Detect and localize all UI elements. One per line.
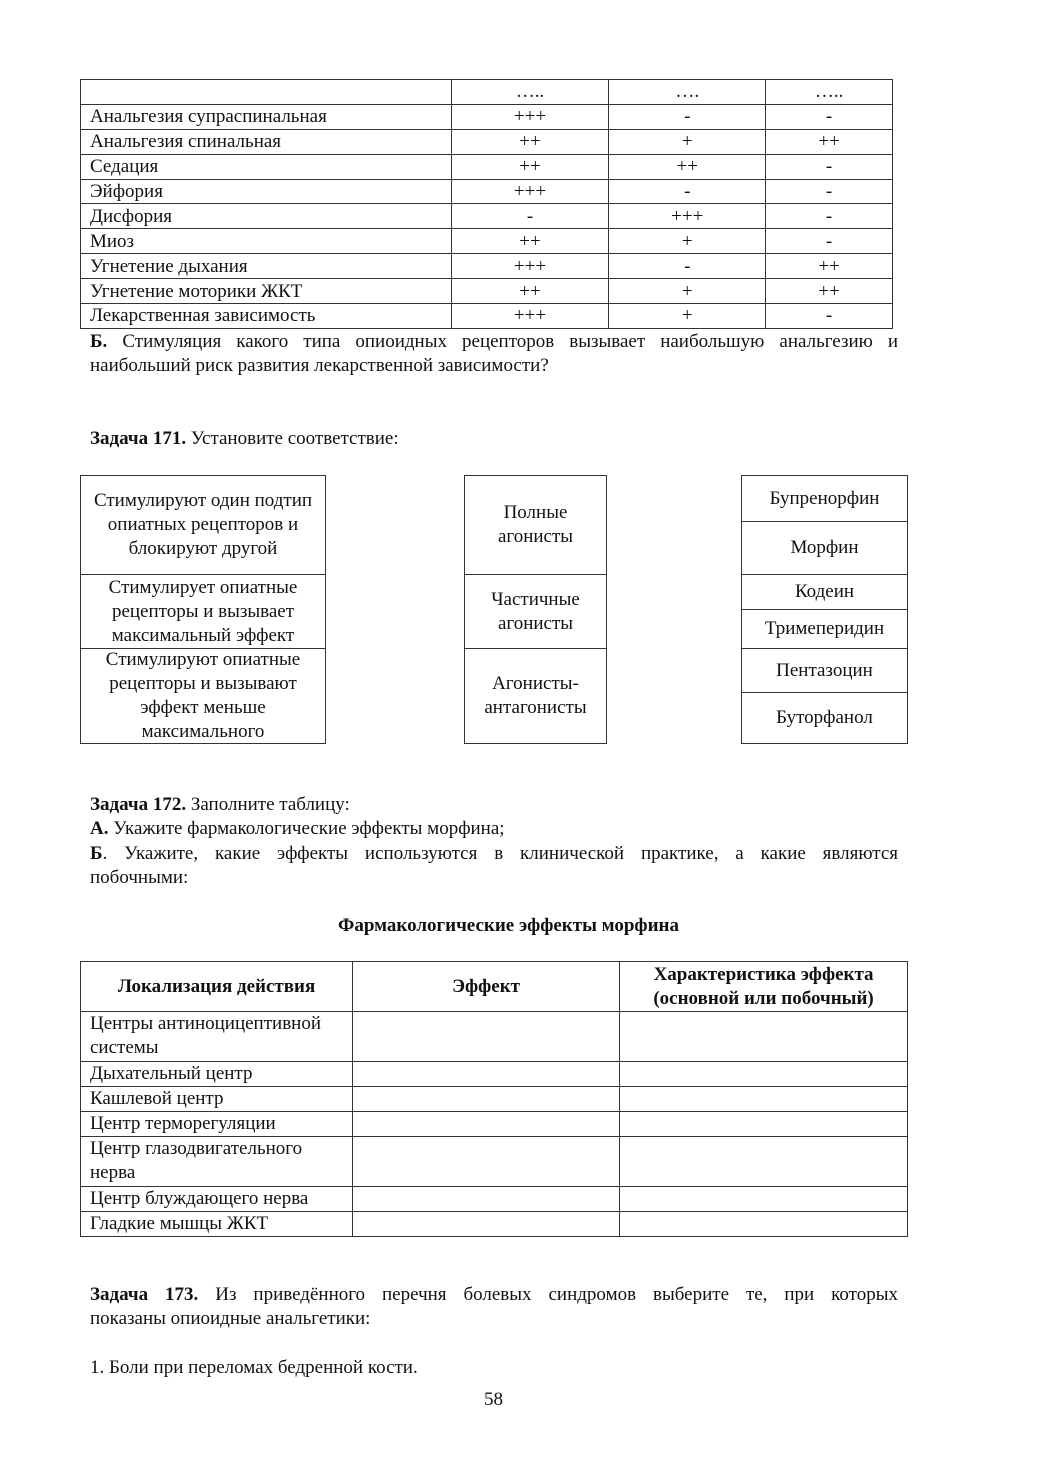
characteristic-cell: [620, 1062, 908, 1087]
morphine-effects-table: [80, 961, 908, 1237]
table-row: [81, 254, 893, 279]
receptor-value: ++: [451, 129, 609, 154]
table-header-cell: Характеристика эффекта (основной или побочный): [620, 962, 908, 1012]
location-cell: Гладкие мышцы ЖКТ: [81, 1212, 353, 1237]
table-header-cell: …..: [766, 80, 893, 105]
category-item: Частичные агонисты: [465, 574, 606, 648]
effect-cell: [353, 1087, 620, 1112]
location-cell: Центр блуждающего нерва: [81, 1187, 353, 1212]
task-text: Установите соответствие:: [190, 428, 399, 449]
table-row: [81, 1062, 908, 1087]
category-item: Полные агонисты: [497, 502, 574, 547]
task-173-line2: показаны опиоидные анальгетики:: [90, 1308, 371, 1330]
receptor-value: ++: [451, 154, 609, 179]
definition-item: Стимулируют опиатные рецепторы и вызывают эффект меньше максимального: [81, 648, 325, 743]
table-row: [81, 1137, 908, 1187]
item-b-line1: . Укажите, какие эффекты используются в клинической практике, а какие являются: [102, 842, 898, 864]
effect-name: Анальгезия супраспинальная: [81, 104, 452, 129]
table-header-cell: ….: [609, 80, 766, 105]
table-header-row: [81, 962, 908, 1012]
definition-item: Стимулирует опиатные рецепторы и вызывает максимальный эффект: [81, 574, 325, 648]
effect-name: Эйфория: [81, 179, 452, 204]
location-cell: Кашлевой центр: [81, 1087, 353, 1112]
item-b-line2: побочными:: [90, 866, 189, 888]
task-label: Задача 173.: [90, 1284, 199, 1305]
characteristic-cell: [620, 1012, 908, 1062]
task-172-block: [90, 793, 898, 890]
table-row: [81, 229, 893, 254]
list-item: 1. Боли при переломах бедренной кости.: [90, 1357, 418, 1378]
receptor-value: -: [766, 229, 893, 254]
receptor-value: +: [609, 304, 766, 329]
location-cell: Центр глазодвигательного нерва: [81, 1137, 353, 1187]
task-label: Задача 171.: [90, 428, 187, 449]
effect-cell: [353, 1062, 620, 1087]
characteristic-cell: [620, 1212, 908, 1237]
table-row: [81, 129, 893, 154]
receptor-value: -: [609, 179, 766, 204]
characteristic-cell: [620, 1137, 908, 1187]
item-b-label: Б: [90, 842, 103, 864]
characteristic-cell: [620, 1187, 908, 1212]
receptor-value: +: [609, 229, 766, 254]
receptor-value: -: [766, 179, 893, 204]
question-b: [90, 330, 898, 379]
table-header-row: [81, 80, 893, 105]
receptor-value: ++: [451, 279, 609, 304]
drug-item: Пентазоцин: [742, 648, 907, 692]
table-header-cell: [81, 80, 452, 105]
task-173-block: [90, 1283, 898, 1332]
receptor-value: +++: [451, 254, 609, 279]
item-a-text: Укажите фармакологические эффекты морфина;: [113, 818, 505, 840]
table-header-cell: Эффект: [353, 962, 620, 1012]
receptor-value: ++: [766, 129, 893, 154]
receptor-value: +++: [451, 104, 609, 129]
receptor-value: -: [609, 104, 766, 129]
receptor-value: -: [766, 104, 893, 129]
question-b-line1: Стимуляция какого типа опиоидных рецепторов вызывает наибольшую анальгезию и: [122, 331, 899, 352]
table-row: [81, 104, 893, 129]
table-row: [81, 1187, 908, 1212]
drug-item: Бупренорфин: [769, 487, 880, 509]
drug-item: Кодеин: [742, 574, 907, 609]
drug-item: Буторфанол: [742, 692, 907, 743]
table-row: [81, 304, 893, 329]
location-cell: Центры антиноцицептивной системы: [81, 1012, 353, 1062]
effect-cell: [353, 1012, 620, 1062]
effect-name: Седация: [81, 154, 452, 179]
item-a-label: А.: [90, 818, 109, 840]
location-cell: Дыхательный центр: [81, 1062, 353, 1087]
characteristic-cell: [620, 1112, 908, 1137]
effect-name: Лекарственная зависимость: [81, 304, 452, 329]
location-cell: Центр терморегуляции: [81, 1112, 353, 1137]
table-row: [81, 179, 893, 204]
table-header-cell: Локализация действия: [81, 962, 353, 1012]
characteristic-cell: [620, 1087, 908, 1112]
categories-box: [464, 475, 607, 744]
definition-item: Стимулируют один подтип опиатных рецепторов и блокируют другой: [93, 490, 313, 559]
effect-name: Дисфория: [81, 204, 452, 229]
table-row: [81, 1012, 908, 1062]
category-item: Агонисты-антагонисты: [465, 648, 606, 743]
receptor-effects-table: [80, 79, 893, 329]
receptor-value: ++: [609, 154, 766, 179]
page-number: 58: [484, 1389, 503, 1410]
table-row: [81, 1087, 908, 1112]
receptor-value: +++: [451, 304, 609, 329]
table-row: [81, 154, 893, 179]
receptor-value: -: [451, 204, 609, 229]
effect-cell: [353, 1137, 620, 1187]
table-row: [81, 279, 893, 304]
effect-name: Миоз: [81, 229, 452, 254]
effect-name: Угнетение дыхания: [81, 254, 452, 279]
receptor-value: ++: [766, 254, 893, 279]
effect-name: Анальгезия спинальная: [81, 129, 452, 154]
definitions-box: [80, 475, 326, 744]
drugs-box: [741, 475, 908, 744]
task-text: Заполните таблицу:: [190, 794, 350, 815]
receptor-value: ++: [451, 229, 609, 254]
receptor-value: +: [609, 129, 766, 154]
task-173-line1: Из приведённого перечня болевых синдромов выберите те, при которых: [215, 1284, 898, 1305]
task-label: Задача 172.: [90, 794, 187, 815]
receptor-value: -: [609, 254, 766, 279]
table-row: [81, 1112, 908, 1137]
effect-cell: [353, 1112, 620, 1137]
drug-item: Тримеперидин: [742, 609, 907, 648]
receptor-value: -: [766, 304, 893, 329]
effect-name: Угнетение моторики ЖКТ: [81, 279, 452, 304]
effect-cell: [353, 1187, 620, 1212]
receptor-value: +: [609, 279, 766, 304]
receptor-value: ++: [766, 279, 893, 304]
receptor-value: -: [766, 154, 893, 179]
question-b-label: Б.: [90, 331, 108, 352]
receptor-value: -: [766, 204, 893, 229]
receptor-value: +++: [451, 179, 609, 204]
receptor-value: +++: [609, 204, 766, 229]
task-171-heading: [90, 427, 898, 451]
question-b-line2: наибольший риск развития лекарственной зависимости?: [90, 355, 549, 377]
drug-item: Морфин: [742, 521, 907, 574]
table-title: Фармакологические эффекты морфина: [338, 915, 679, 936]
table-row: [81, 1212, 908, 1237]
table-row: [81, 204, 893, 229]
effect-cell: [353, 1212, 620, 1237]
table-header-cell: …..: [451, 80, 609, 105]
